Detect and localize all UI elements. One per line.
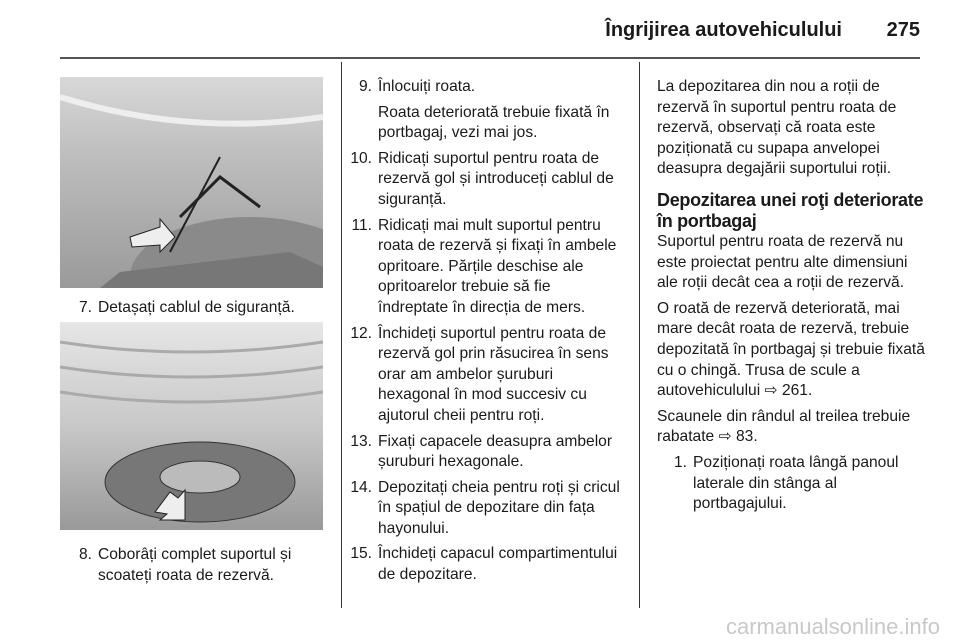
step-number: 11. [351,216,372,234]
page-reference[interactable]: 83. [736,428,758,446]
step-text: Depozitați cheia pentru roți și cricul în spațiul de depozitare din fața hayonului. [378,478,620,537]
list-item [62,298,332,319]
step-note: Roata deteriorată trebuie fixată în portbagaj, vezi mai jos. [378,103,610,142]
step-text: Detașați cablul de siguranță. [98,299,295,316]
header-divider [60,57,920,59]
list-item [342,544,624,585]
page-reference[interactable]: 261. [781,382,813,400]
page-reference-arrow-icon: ⇨ [718,428,732,446]
step-text: Înlocuiți roata. [378,78,476,95]
paragraph: Suportul pentru roata de rezervă nu este proiectat pentru alte dimensiuni ale roții decât cea a roții de rezervă. [657,232,908,292]
list-item [342,216,624,319]
step-text: Coborâți complet suportul și scoateți roata de rezervă. [98,546,292,584]
list-item [342,324,624,427]
step-number: 1. [673,453,687,471]
step-number: 8. [78,546,92,563]
illustration-spare-wheel-cable [60,77,323,288]
step-number: 7. [78,299,92,316]
step-text: Fixați capacele deasupra ambelor șuruburi hexagonale. [378,432,613,471]
step-text: Ridicați mai mult suportul pentru roata de rezervă și fixați în ambele opritoare. Părțile deschise ale opritoarelor trebuie să fie îndreptate în direcția de mers. [378,216,617,316]
paragraph-text: Scaunele din rândul al treilea trebuie rabatate [657,407,911,446]
illustration-lower-spare-wheel [60,322,323,530]
list-item [657,453,929,515]
step-text: Poziționați roata lângă panoul laterale din stânga al portbagajului. [693,453,899,513]
page-reference-arrow-icon: ⇨ [764,382,778,400]
list-item [62,545,332,586]
paragraph: La depozitarea din nou a roții de rezervă în suportul pentru roata de rezervă, observați că roata este poziționată cu supapa anvelopei deasupra degajării suportului roții. [657,78,897,178]
lower-spare-wheel-drawing [60,322,323,530]
list-item [342,478,624,540]
step-number: 10. [350,149,372,167]
step-number: 14. [350,478,372,496]
step-number: 15. [350,545,372,563]
paragraph-text: O roată de rezervă deteriorată, mai mare decât roata de rezervă, trebuie depozitată în portbagaj și trebuie fixată cu o chingă. Trusa de scule a autovehiculului [657,299,925,400]
paragraph [657,407,929,448]
step-text: Închideți capacul compartimentului de depozitare. [378,545,618,584]
section-heading: Depozitarea unei roţi deteriorate în portbagaj [657,189,924,231]
page-header-title: Îngrijirea autovehiculului [605,19,842,41]
step-number: 12. [350,324,372,342]
paragraph [657,299,929,402]
step-number: 13. [350,432,372,450]
spare-wheel-cable-drawing [60,77,323,288]
column-divider [639,62,640,608]
list-item [342,149,624,211]
list-item [342,432,624,473]
step-text: Închideți suportul pentru roata de rezervă gol prin răsucirea în sens orar am ambelor șuruburi hexagonal în mod succesiv cu ajutorul cheii pentru roți. [378,324,609,424]
step-text: Ridicați suportul pentru roata de rezervă gol și introduceți cablul de siguranță. [378,149,614,208]
list-item [342,77,624,144]
watermark: carmanualsonline.info [725,614,940,639]
page-number: 275 [886,19,920,41]
step-number: 9. [358,78,372,95]
